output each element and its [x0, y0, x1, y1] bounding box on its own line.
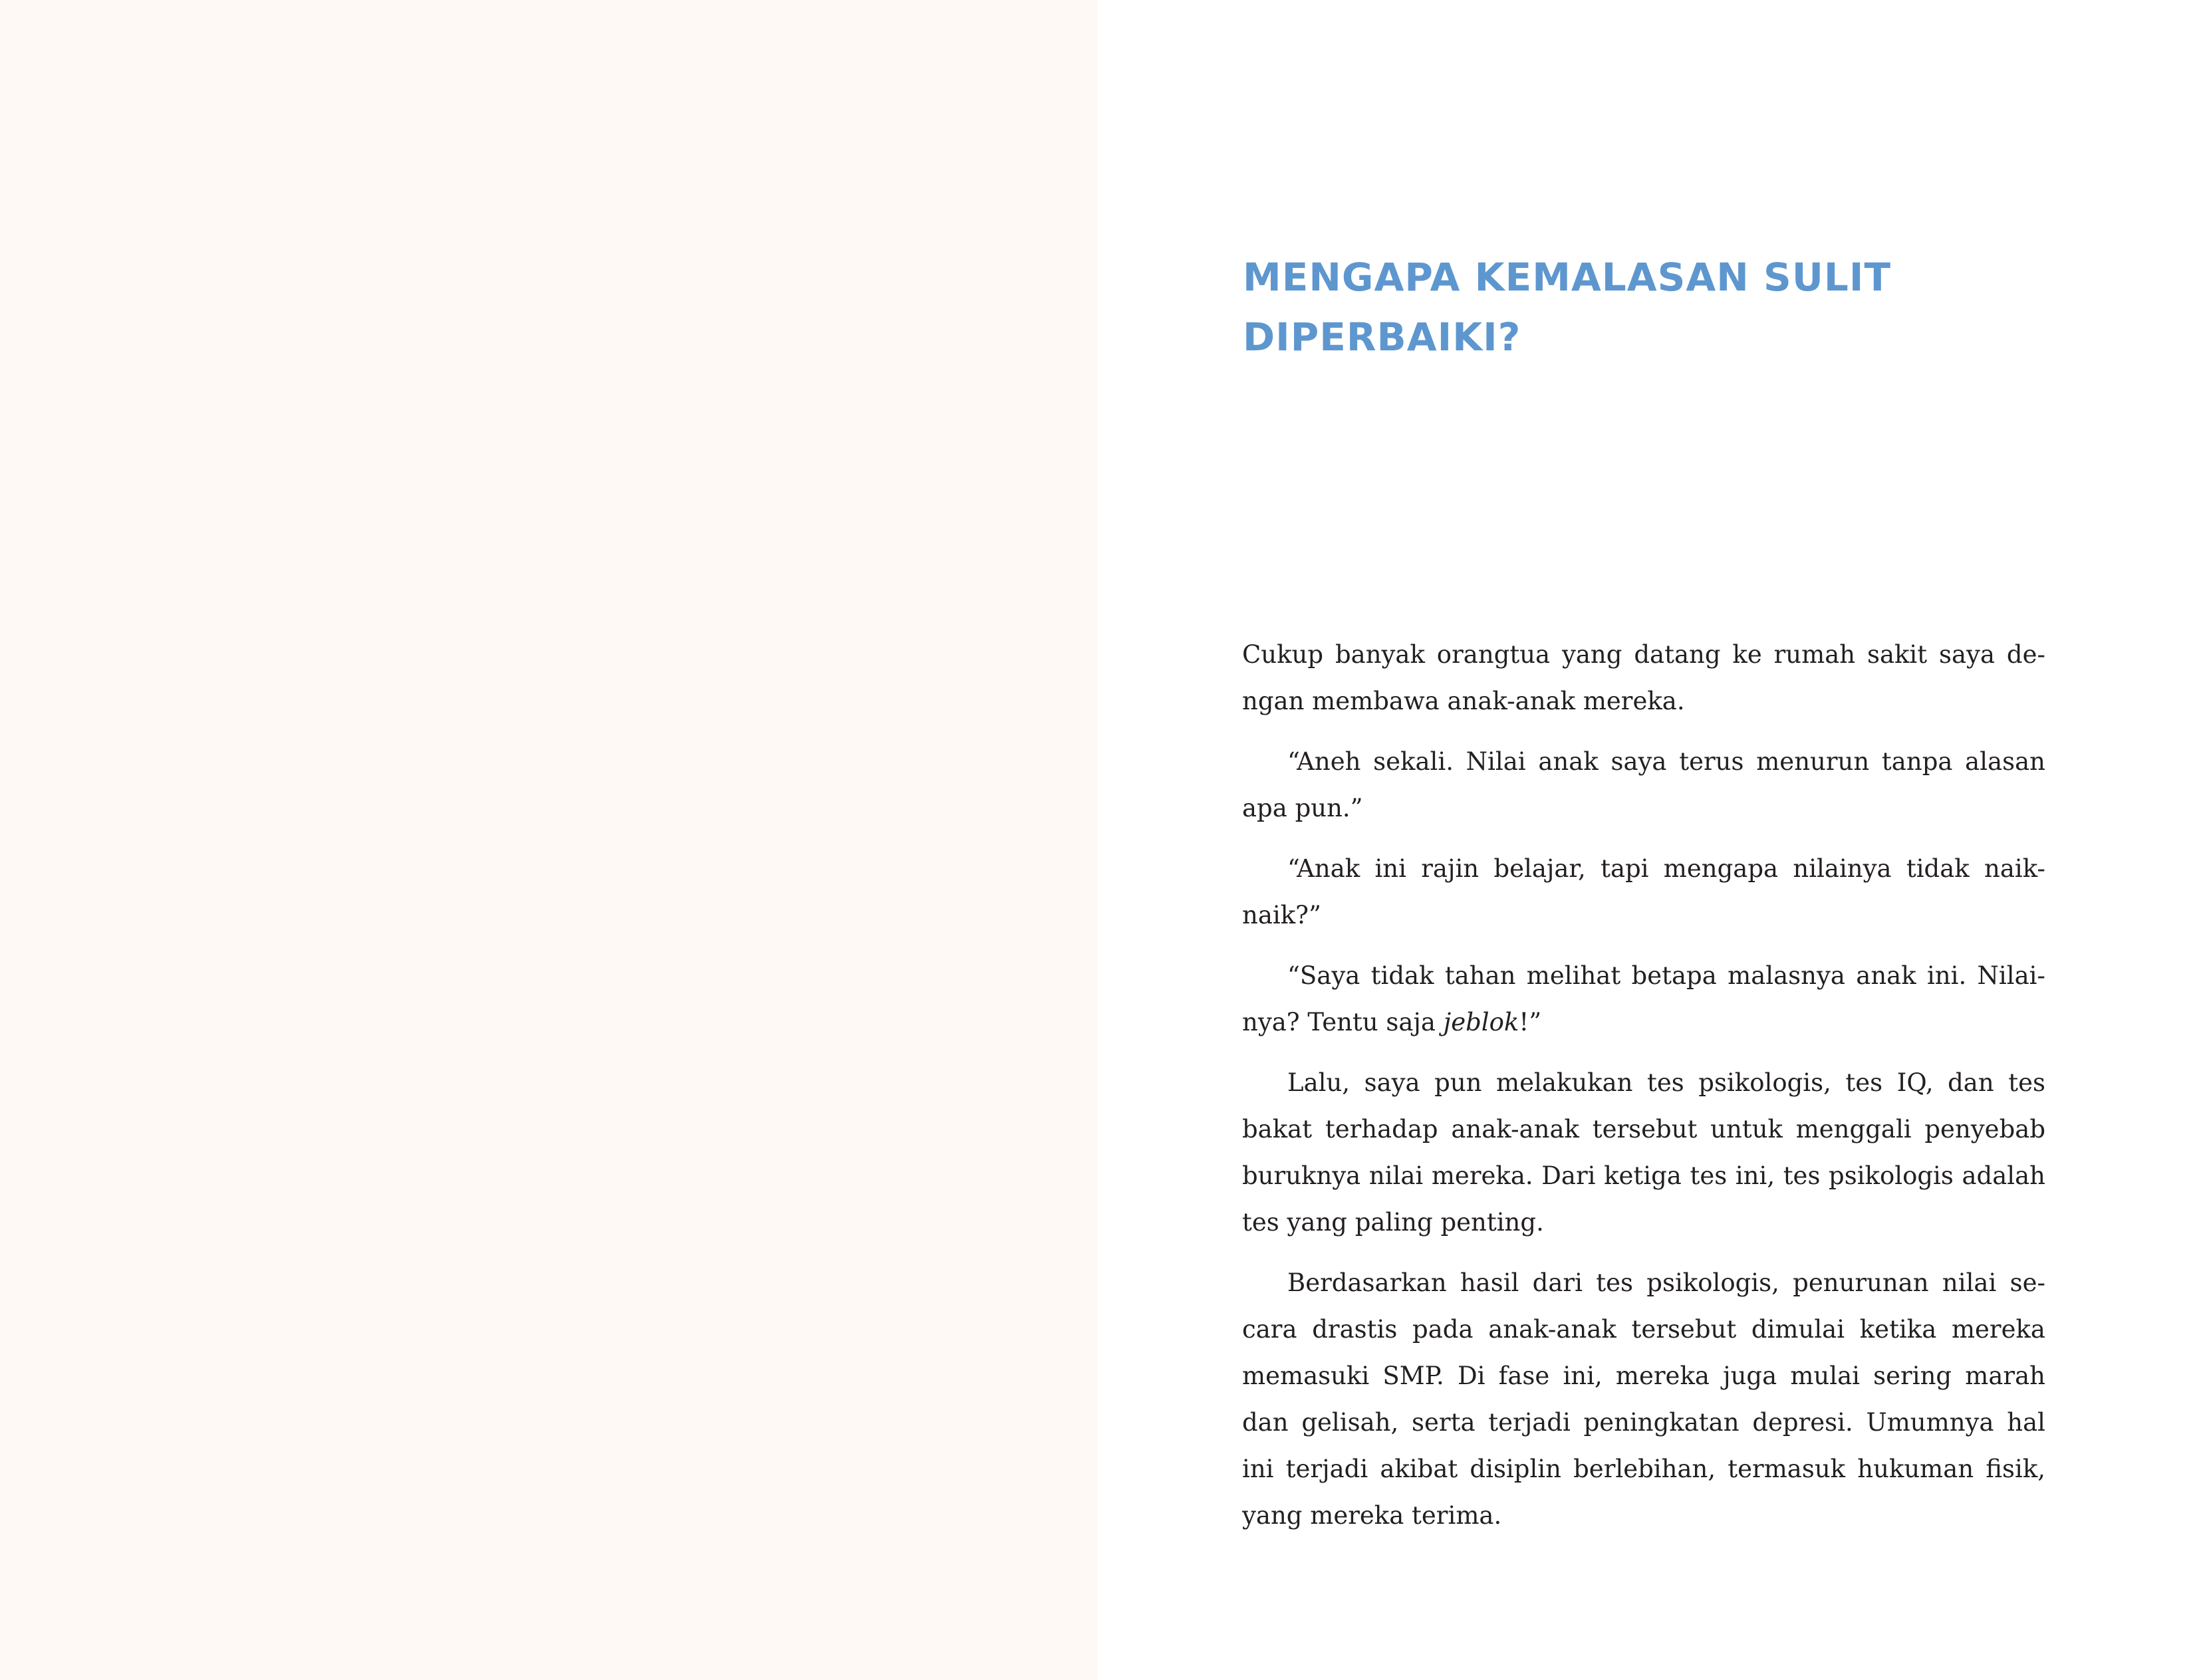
- chapter-title-line-2: DIPERBAIKI?: [1243, 314, 1521, 360]
- chapter-title: [1243, 247, 2041, 367]
- paragraph-4-italic-word: jeblok: [1443, 1008, 1519, 1036]
- chapter-title-line-1: MENGAPA KEMALASAN SULIT: [1243, 255, 1892, 300]
- paragraph-4: [1242, 953, 2045, 1046]
- paragraph-2: “Aneh sekali. Nilai anak saya terus menurun tanpa alasan apa pun.”: [1242, 747, 2045, 822]
- paragraph-4-text-end: !”: [1519, 1008, 1542, 1036]
- paragraph-6: Berdasarkan hasil dari tes psikologis, penurunan nilai secara drastis pada anak-anak tersebut dimulai ketika mereka memasuki SMP. Di fase ini, mereka juga mulai sering marah dan gelisah, serta terjadi peningkatan depresi. Umumnya hal ini terjadi akibat disiplin berlebihan, termasuk hukuman fisik, yang mereka terima.: [1242, 1268, 2045, 1530]
- paragraph-5: Lalu, saya pun melakukan tes psikologis, tes IQ, dan tes bakat terhadap anak-anak tersebut untuk menggali penyebab buruknya nilai mereka. Dari ketiga tes ini, tes psikologis adalah tes yang paling penting.: [1242, 1068, 2045, 1237]
- paragraph-1: Cukup banyak orangtua yang datang ke rumah sakit saya dengan membawa anak-anak mereka.: [1242, 640, 2045, 715]
- body-text: [1242, 632, 2045, 1553]
- paragraph-3: “Anak ini rajin belajar, tapi mengapa nilainya tidak naik-naik?”: [1242, 854, 2045, 929]
- paragraph-4-text-start: “Saya tidak tahan melihat betapa malasnya anak ini. Nilainya? Tentu saja: [1242, 961, 2045, 1036]
